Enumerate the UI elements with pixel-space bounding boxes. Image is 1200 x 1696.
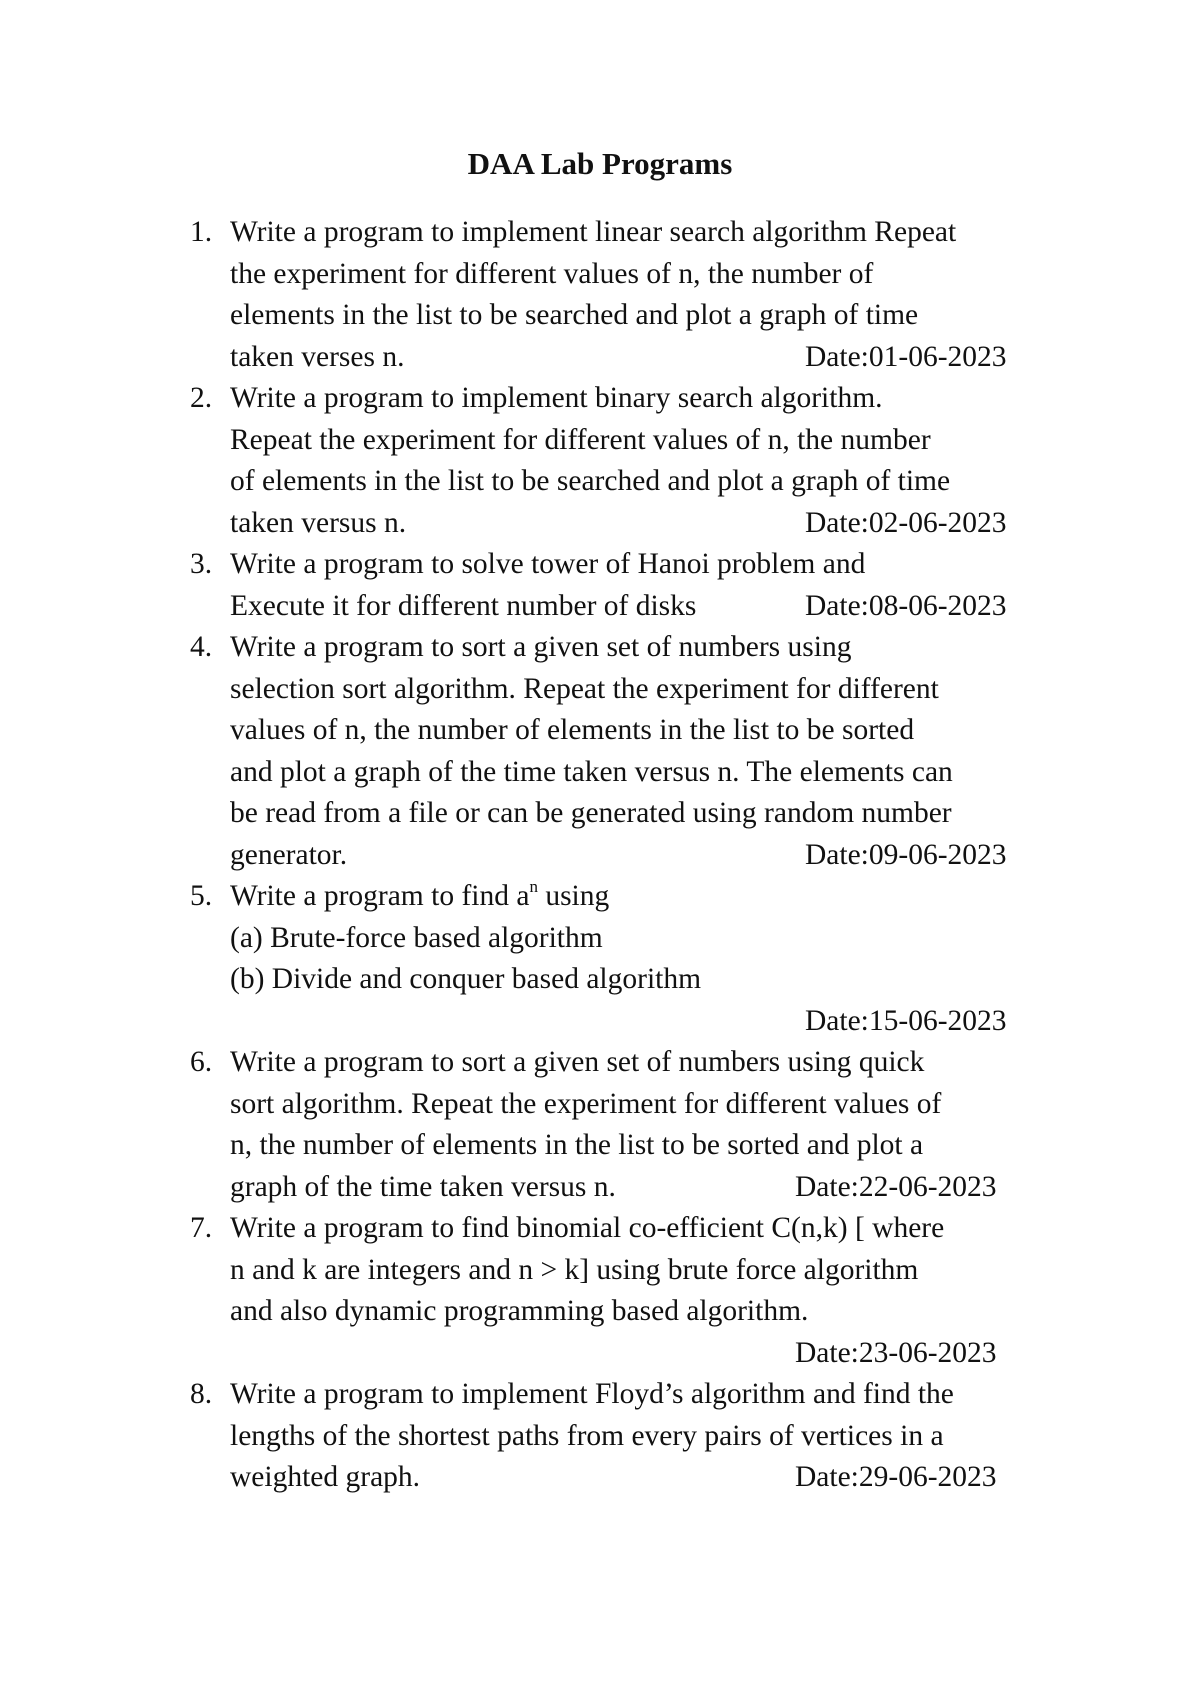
list-item-line: and plot a graph of the time taken versus n. The elements can (230, 755, 953, 788)
list-item-number: 5. (190, 880, 213, 912)
list-item-number: 2. (190, 382, 213, 414)
list-item-line: Write a program to implement binary search algorithm. (230, 382, 883, 414)
list-item-line: Repeat the experiment for different values of n, the number (230, 423, 931, 456)
list-item-line (230, 586, 1030, 628)
list-item-subline: (a) Brute-force based algorithm (230, 921, 603, 954)
list-item-number: 7. (190, 1212, 213, 1244)
list-item-text: Write a program to find a (230, 880, 530, 912)
list-item-line (230, 835, 1030, 877)
list-item-text: Execute it for different number of disks (230, 589, 697, 622)
list-item-line (230, 1167, 1030, 1209)
list-item-line: lengths of the shortest paths from every pairs of vertices in a (230, 1419, 944, 1452)
list-item-line: the experiment for different values of n, the number of (230, 257, 874, 290)
list-item-line: selection sort algorithm. Repeat the experiment for different (230, 672, 939, 705)
list-item-text: using (537, 880, 610, 912)
list-item-text: weighted graph. (230, 1461, 421, 1493)
list-item-line: elements in the list to be searched and plot a graph of time (230, 299, 919, 331)
item-date: Date:09-06-2023 (805, 838, 1007, 871)
list-item-line: values of n, the number of elements in the list to be sorted (230, 714, 915, 746)
item-date: Date:01-06-2023 (805, 340, 1007, 373)
list-item-line: n, the number of elements in the list to be sorted and plot a (230, 1129, 924, 1161)
item-date: Date:08-06-2023 (805, 589, 1007, 622)
list-item-line: of elements in the list to be searched and plot a graph of time (230, 465, 951, 497)
list-item-line (230, 337, 1030, 379)
item-date: Date:22-06-2023 (795, 1170, 997, 1203)
list-item-line: be read from a file or can be generated using random number (230, 797, 952, 829)
list-item-number: 8. (190, 1378, 213, 1410)
list-item-number: 4. (190, 631, 213, 663)
list-item-line (230, 876, 1030, 918)
list-item-line: Write a program to implement linear search algorithm Repeat (230, 216, 957, 248)
list-item-subline: (b) Divide and conquer based algorithm (230, 963, 702, 995)
list-item-number: 1. (190, 216, 213, 248)
list-item-number: 6. (190, 1046, 213, 1078)
item-date: Date:02-06-2023 (805, 506, 1007, 539)
list-item-line: Write a program to find binomial co-efficient C(n,k) [ where (230, 1212, 945, 1244)
list-item-line (230, 1457, 1030, 1499)
list-item-text: graph of the time taken versus n. (230, 1170, 616, 1203)
list-item-line: and also dynamic programming based algorithm. (230, 1295, 809, 1327)
item-date: Date:23-06-2023 (795, 1336, 997, 1369)
list-item-line (230, 1001, 1030, 1043)
page-title: DAA Lab Programs (467, 146, 733, 181)
list-item-text: generator. (230, 838, 348, 871)
list-item-line: Write a program to sort a given set of numbers using quick (230, 1046, 925, 1078)
item-date: Date:15-06-2023 (805, 1004, 1007, 1037)
list-item-number: 3. (190, 548, 213, 580)
list-item-line: sort algorithm. Repeat the experiment for different values of (230, 1087, 942, 1120)
list-item-text: taken verses n. (230, 340, 405, 373)
superscript-n: n (529, 877, 538, 897)
list-item-line: Write a program to solve tower of Hanoi problem and (230, 548, 866, 580)
item-date: Date:29-06-2023 (795, 1461, 997, 1493)
list-item-text: taken versus n. (230, 506, 407, 539)
list-item-line: Write a program to sort a given set of numbers using (230, 631, 852, 663)
list-item-line (230, 503, 1030, 545)
list-item-line (230, 1333, 1030, 1375)
list-item-line: n and k are integers and n > k] using brute force algorithm (230, 1253, 919, 1286)
list-item-line: Write a program to implement Floyd’s algorithm and find the (230, 1378, 954, 1410)
